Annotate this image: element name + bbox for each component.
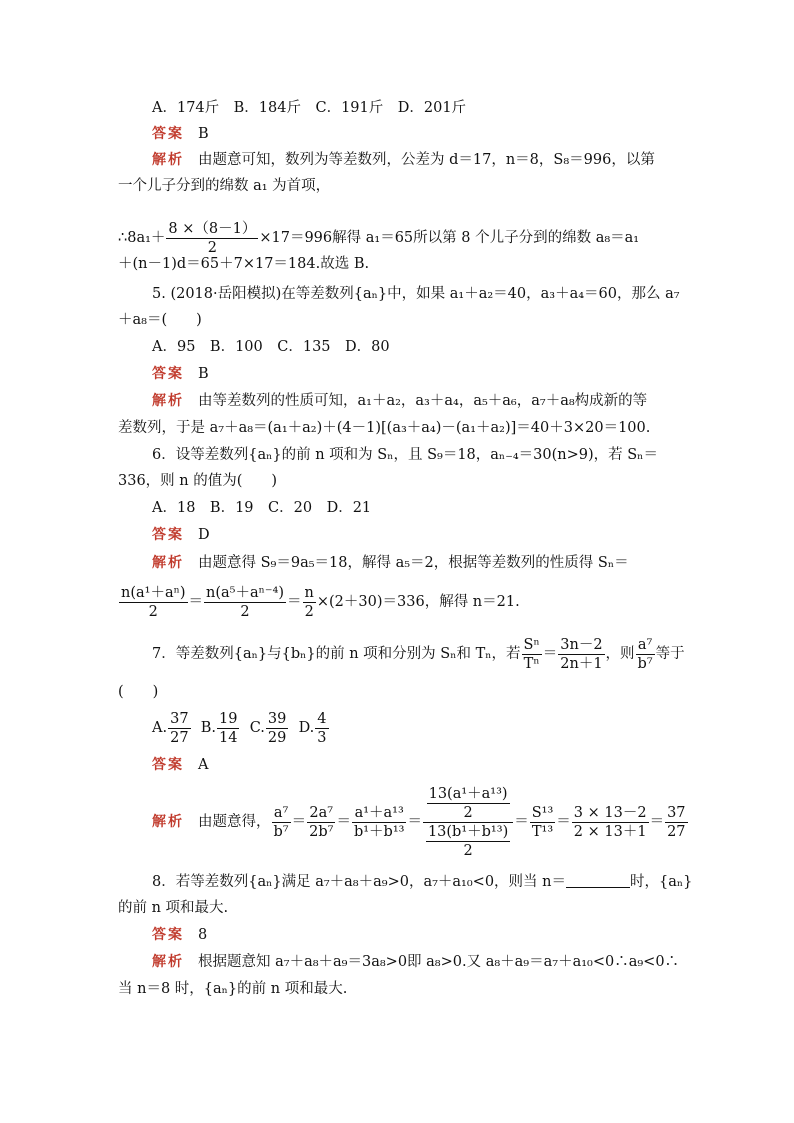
q4-answer-row <box>152 124 209 144</box>
q7-ratio-st-num: Sⁿ <box>523 636 540 653</box>
q7-a-frac-5-den: T¹³ <box>531 823 554 840</box>
q4-answer: B <box>198 126 209 142</box>
q7-a-frac-2-num: 2a⁷ <box>307 804 335 823</box>
q7-a-frac-7-num: 37 <box>667 804 686 821</box>
q7-a-frac-6 <box>572 804 649 841</box>
q8-stem-1 <box>152 872 692 892</box>
q7-stem: 7．等差数列{aₙ}与{bₙ}的前 n 项和分别为 Sₙ和 Tₙ，若 $\frac{\text{Sⁿ}}{\text{Tⁿ}}$ ＝ $\frac{3n-2}{2n+1}$ ，则 $\frac{\text{a⁷}}{\text{b⁷}}$ 等于 <box>152 636 685 672</box>
q7-a-frac-4-bot-den: 2 <box>463 842 473 859</box>
q7-ratio-expr-num: 3n－2 <box>560 636 603 653</box>
q7-a-frac-3-den: b¹＋b¹³ <box>353 823 405 840</box>
analysis-label: 解析 <box>152 814 184 830</box>
q8-answer-row <box>152 925 207 945</box>
q7-a-frac-4-bottom <box>423 823 513 860</box>
q6-analysis-row <box>152 553 629 573</box>
q7-options <box>152 708 330 748</box>
q6-frac-3-den: 2 <box>304 603 314 620</box>
q4-analysis-2: 一个儿子分到的绵数 a₁ 为首项， <box>118 178 331 194</box>
q6-stem-1: 6．设等差数列{aₙ}的前 n 项和为 Sₙ，且 S₉＝18，aₙ₋₄＝30(n>9)，若 Sₙ＝ <box>152 447 658 463</box>
q7-a-frac-4 <box>423 785 513 860</box>
q7-ratio-st <box>522 636 542 673</box>
q7-opt-b-frac <box>217 710 239 747</box>
q7-opt-b-num: 19 <box>219 710 238 727</box>
q7-ratio-expr-den: 2n＋1 <box>560 655 603 672</box>
q7-opt-c-den: 29 <box>267 729 287 746</box>
q7-opt-b-den: 14 <box>219 729 238 746</box>
q7-stem-pre: 7．等差数列{aₙ}与{bₙ}的前 n 项和分别为 Sₙ和 Tₙ，若 <box>152 646 521 662</box>
q7-opt-a-frac <box>168 710 190 747</box>
q6-frac-1-den: 2 <box>148 603 158 620</box>
q6-frac-3 <box>303 584 316 621</box>
analysis-label: 解析 <box>152 555 184 571</box>
answer-label: 答案 <box>152 927 184 943</box>
q5-analysis-1: 由等差数列的性质可知，a₁＋a₂，a₃＋a₄，a₅＋a₆，a₇＋a₈构成新的等 <box>198 393 648 409</box>
q7-a-frac-1-num: a⁷ <box>272 804 291 823</box>
q6-analysis-1: 由题意得 S₉＝9a₅＝18，解得 a₅＝2，根据等差数列的性质得 Sₙ＝ <box>198 555 629 571</box>
answer-label: 答案 <box>152 527 184 543</box>
q8-stem-2: 的前 n 项和最大. <box>118 900 229 916</box>
q7-a-frac-4-top-inner <box>427 785 510 822</box>
q7-a-frac-4-top <box>423 785 513 823</box>
q6-frac-2 <box>204 584 286 621</box>
q4-fraction-num: 8 ×（8－1） <box>168 220 257 237</box>
q6-stem-2: 336，则 n 的值为( ) <box>118 473 278 489</box>
q8-answer: 8 <box>198 927 208 943</box>
q7-a-frac-6-num: 3 × 13－2 <box>573 804 647 821</box>
q5-answer: B <box>198 366 209 382</box>
analysis-label: 解析 <box>152 954 184 970</box>
q6-frac-2-num: n(a⁵＋aⁿ⁻⁴) <box>206 584 285 601</box>
q6-frac-1-num: n(a¹＋aⁿ) <box>121 584 186 601</box>
answer-blank <box>566 873 630 888</box>
q5-answer-row <box>152 364 209 384</box>
q5-stem-1: 5. (2018·岳阳模拟)在等差数列{aₙ}中，如果 a₁＋a₂＝40，a₃＋a₄＝60，那么 a₇ <box>152 286 680 302</box>
q5-analysis-2: 差数列，于是 a₇＋a₈＝(a₁＋a₂)＋(4－1)[(a₃＋a₄)－(a₁＋a₂)]＝40＋3×20＝100. <box>118 420 651 436</box>
q6-options: A．18 B．19 C．20 D．21 <box>152 500 372 516</box>
q7-analysis-row: 解析 由题意得， $\frac{\text{a⁷}}{\text{b⁷}}$ ＝ $\frac{\text{2a⁷}}{\text{2b⁷}}$ ＝ $\frac{\text{a¹＋a¹³}}{\text{b¹＋b¹³}}$ ＝ $\frac{\frac{\text{13(a¹＋a¹³)}}{2}}{\frac{\text{13(b¹＋b¹³)}}{2}}$ ＝ $\frac{\text{S¹³}}{\text{T¹³}}$ ＝ $\frac{3 \times 13-2}{2 \times 13+1}$ ＝ $\frac{37}{27}$ <box>152 785 686 859</box>
q7-a-frac-1 <box>272 804 291 841</box>
q7-a-frac-5-num: S¹³ <box>531 804 554 821</box>
q7-a-frac-2 <box>307 804 335 841</box>
q7-opt-a-num: 37 <box>170 710 189 727</box>
q6-frac-1 <box>119 584 188 621</box>
q7-paren: ( ) <box>118 684 159 700</box>
q7-a-frac-5 <box>530 804 556 841</box>
q7-stem-mid: ，则 <box>605 646 635 662</box>
q8-analysis-2: 当 n＝8 时，{aₙ}的前 n 项和最大. <box>118 981 348 997</box>
q7-opt-d: D. <box>298 720 315 736</box>
q7-ratio-ab <box>636 636 655 673</box>
q7-opt-c: C. <box>249 720 265 736</box>
q7-opt-c-frac <box>266 710 288 747</box>
q4-fraction-den: 2 <box>207 239 217 256</box>
q7-a-frac-4-top-num: 13(a¹＋a¹³) <box>428 785 508 802</box>
q7-opt-b: B. <box>200 720 217 736</box>
q6-formula: $\frac{\text{n(a¹＋aⁿ)}}{2}$ ＝ $\frac{\text{n(a⁵＋aⁿ⁻⁴)}}{2}$ ＝ $\frac{n}{2}$ ×(2＋30)＝336，解得 n＝21. <box>121 584 520 620</box>
q8-analysis-1: 根据题意知 a₇＋a₈＋a₉＝3a₈>0即 a₈>0.又 a₈＋a₉＝a₇＋a₁₀<0∴a₉<0∴ <box>198 954 680 970</box>
q7-a-frac-6-den: 2 × 13＋1 <box>573 823 647 840</box>
answer-label: 答案 <box>152 757 184 773</box>
q6-answer-row <box>152 525 210 545</box>
answer-label: 答案 <box>152 126 184 142</box>
q7-a-frac-7-den: 27 <box>667 823 686 840</box>
q7-a-frac-3 <box>352 804 407 841</box>
q6-frac-3-num: n <box>304 584 314 601</box>
q7-a-frac-4-top-den: 2 <box>463 804 473 821</box>
q4-fraction <box>166 220 258 257</box>
q8-stem-1-pre: 8．若等差数列{aₙ}满足 a₇＋a₈＋a₉>0，a₇＋a₁₀<0，则当 n＝ <box>152 874 566 890</box>
q7-ratio-expr <box>558 636 604 673</box>
analysis-label: 解析 <box>152 152 184 168</box>
q7-opt-d-den: 3 <box>317 729 327 746</box>
q6-analysis-tail: ×(2＋30)＝336，解得 n＝21. <box>316 594 520 610</box>
answer-label: 答案 <box>152 366 184 382</box>
q7-a-frac-7 <box>665 804 687 841</box>
q7-analysis-pre: 由题意得， <box>198 814 271 830</box>
q4-options: A．174斤 B．184斤 C．191斤 D．201斤 <box>152 100 467 116</box>
q7-answer-row <box>152 755 208 775</box>
q7-opt-a: A. <box>152 720 168 736</box>
q7-ratio-ab-den: b⁷ <box>637 655 653 672</box>
q7-answer: A <box>198 757 209 773</box>
q7-opt-c-num: 39 <box>267 710 287 727</box>
analysis-label: 解析 <box>152 393 184 409</box>
q8-analysis-row <box>152 952 679 972</box>
q7-a-frac-2-den: 2b⁷ <box>309 823 334 840</box>
q7-ratio-ab-num: a⁷ <box>636 636 655 655</box>
q5-stem-2: ＋a₈＝( ) <box>118 312 202 328</box>
q7-a-frac-4-bot-inner <box>426 823 510 860</box>
q7-a-frac-1-den: b⁷ <box>273 823 289 840</box>
q7-ratio-st-den: Tⁿ <box>523 655 540 672</box>
q7-opt-a-den: 27 <box>170 729 189 746</box>
q7-stem-post: 等于 <box>655 646 685 662</box>
q7-a-frac-3-num: a¹＋a¹³ <box>352 804 407 823</box>
q7-opt-d-frac <box>315 710 328 747</box>
q7-opt-d-num: 4 <box>317 710 327 727</box>
q4-analysis-1: 由题意可知，数列为等差数列，公差为 d＝17，n＝8，S₈＝996，以第 <box>198 152 655 168</box>
q4-formula-pre: ∴8a₁＋ <box>118 230 166 246</box>
q6-frac-2-den: 2 <box>240 603 250 620</box>
q4-analysis-row <box>152 150 655 170</box>
q4-formula-post: ×17＝996解得 a₁＝65所以第 8 个儿子分到的绵数 a₈＝a₁ <box>259 230 640 246</box>
q4-formula-line2: ＋(n－1)d＝65＋7×17＝184.故选 B. <box>118 256 370 272</box>
q6-answer: D <box>198 527 210 543</box>
q7-a-frac-4-bot-num: 13(b¹＋b¹³) <box>427 823 509 840</box>
q5-options: A．95 B．100 C．135 D．80 <box>152 339 390 355</box>
q8-stem-1-post: 时，{aₙ} <box>630 874 693 890</box>
q5-analysis-row <box>152 391 647 411</box>
